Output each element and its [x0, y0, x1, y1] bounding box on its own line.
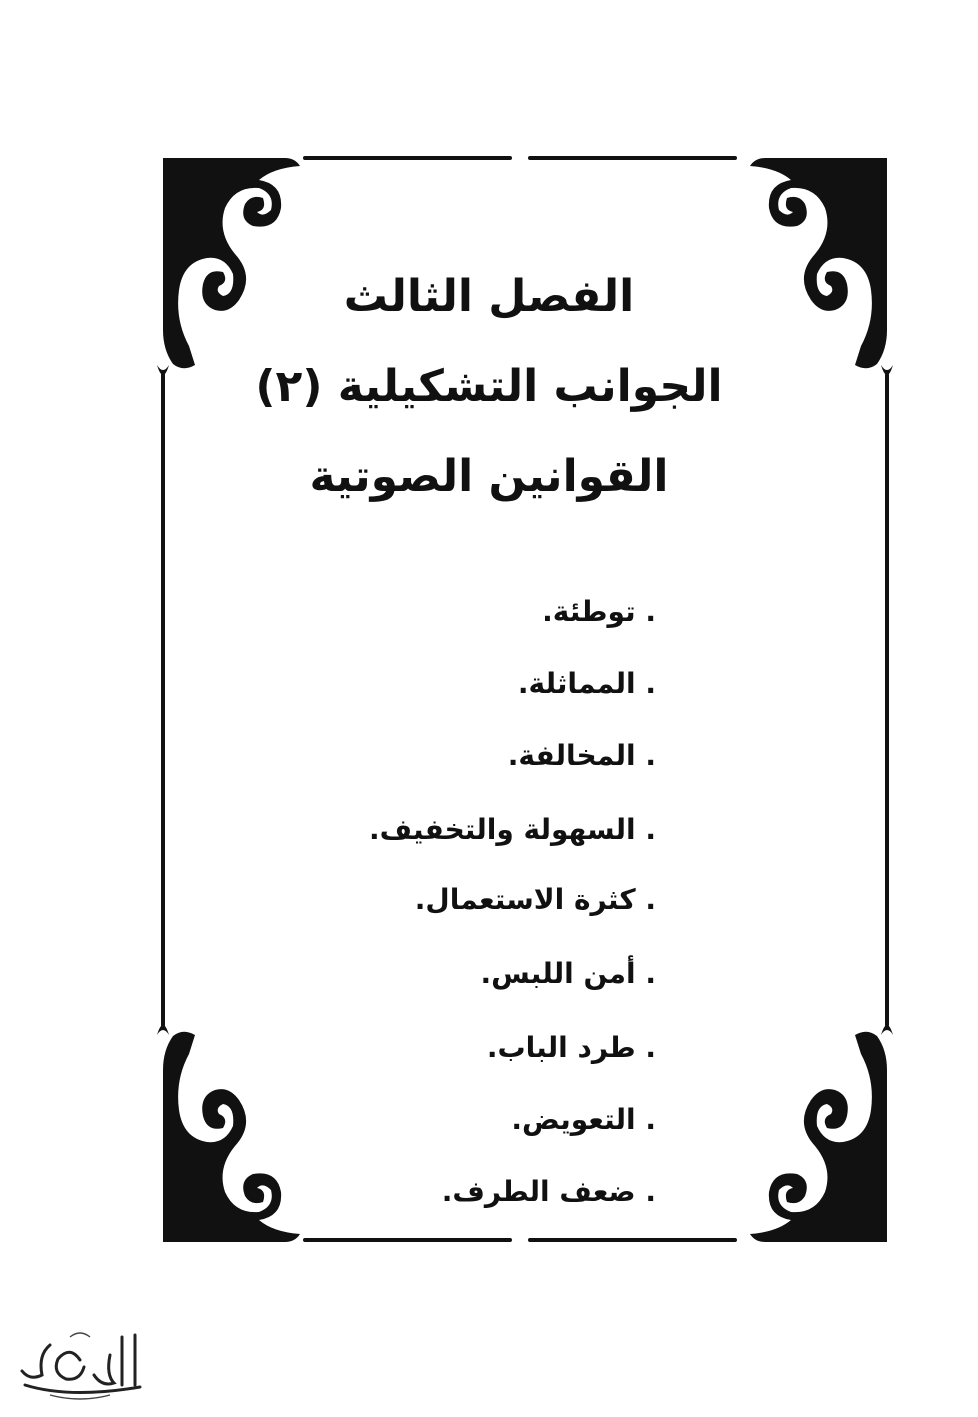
list-item: . ضعف الطرف.: [441, 1175, 656, 1208]
corner-ornament: [163, 158, 300, 368]
list-item: . السهولة والتخفيف.: [369, 813, 656, 846]
list-item: . المماثلة.: [517, 667, 656, 700]
list-item: . كثرة الاستعمال.: [414, 883, 656, 916]
signature-icon: [10, 1315, 150, 1410]
list-item: . أمن اللبس.: [480, 957, 656, 990]
list-item: . طرد الباب.: [486, 1031, 656, 1064]
chapter-title: الفصل الثالث: [343, 271, 635, 322]
chapter-heading: القوانين الصوتية: [309, 451, 669, 502]
list-item: . توطئة.: [542, 595, 656, 628]
watermark-logo: [10, 1315, 150, 1410]
list-item: . المخالفة.: [507, 739, 656, 772]
chapter-subtitle: الجوانب التشكيلية (٢): [255, 361, 723, 412]
list-item: . التعويض.: [511, 1103, 656, 1136]
